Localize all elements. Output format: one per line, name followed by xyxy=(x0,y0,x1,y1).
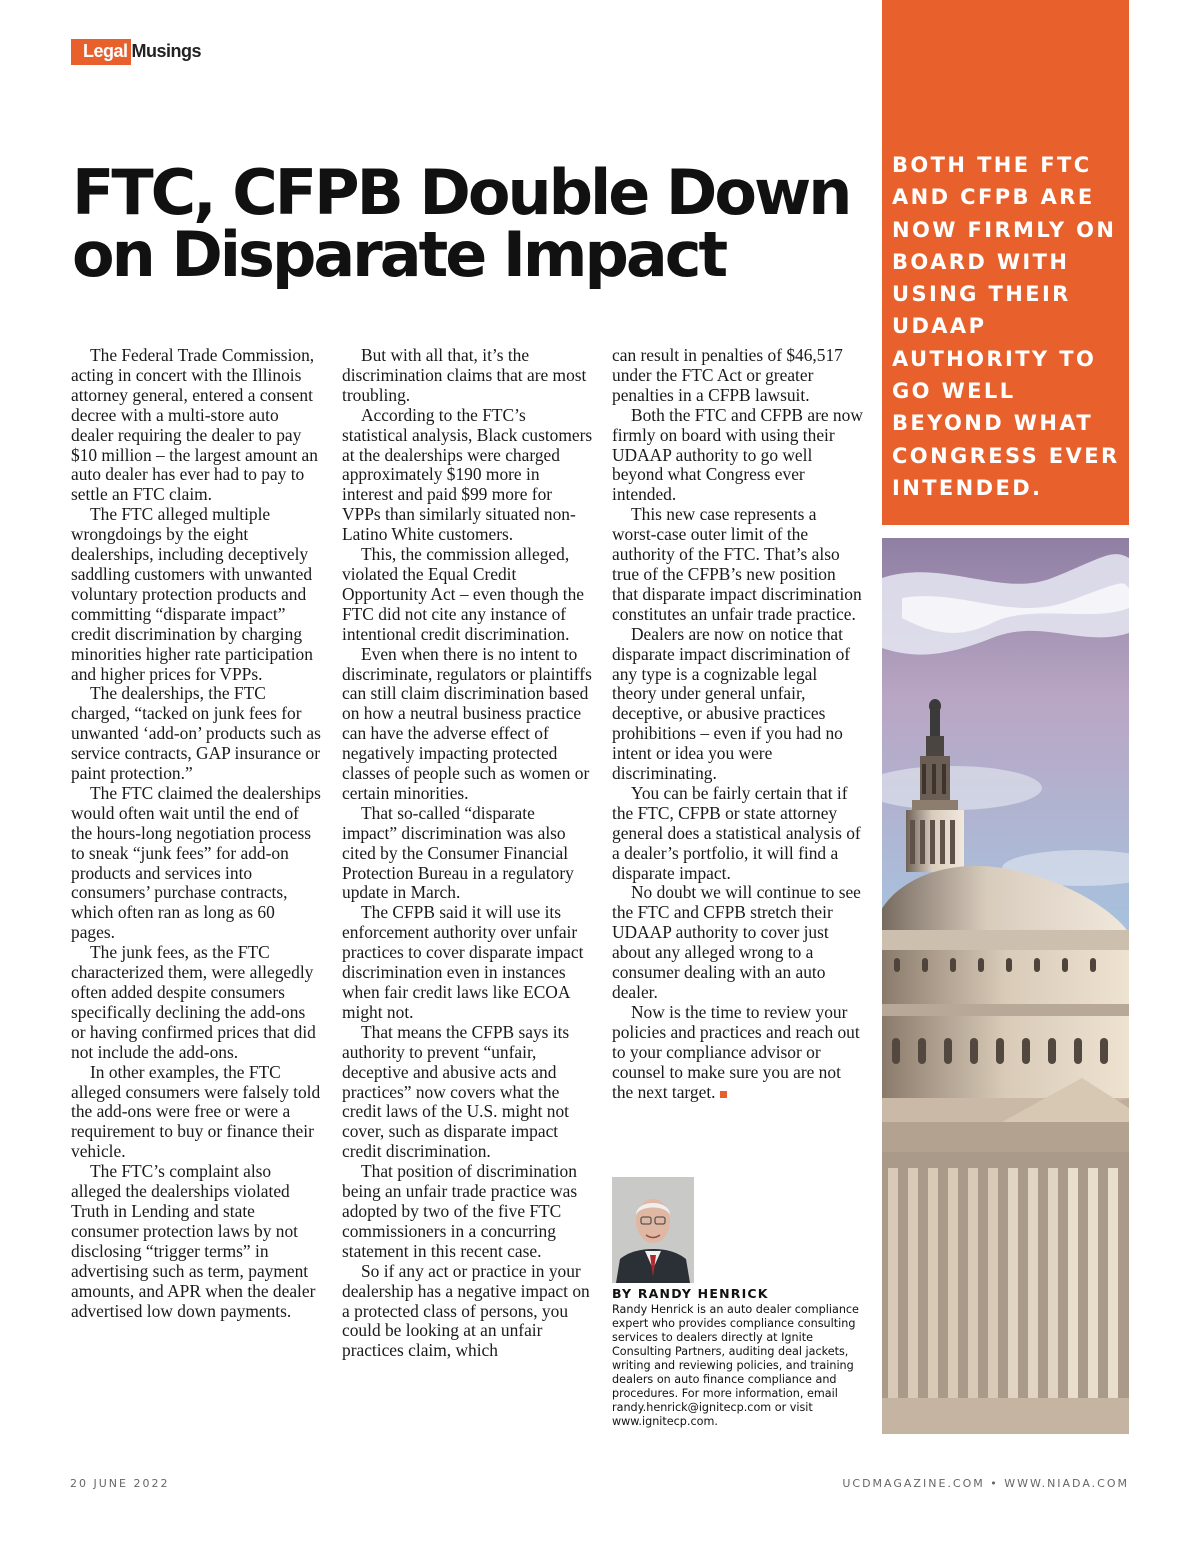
paragraph: That so-called “disparate impact” discrimination was also cited by the Consumer Financial Protection Bureau in a regulatory update in March. xyxy=(342,802,574,903)
paragraph: In other examples, the FTC alleged consumers were falsely told the add-ons were free or were a requirement to buy or finance their vehicle. xyxy=(71,1061,321,1162)
paragraph: The FTC’s complaint also alleged the dealerships violated Truth in Lending and state consumer protection laws by not disclosing “trigger terms” in advertising such as term, payment amounts, and APR when the dealer advertised low down payments. xyxy=(71,1161,316,1321)
author-photo xyxy=(612,1177,694,1283)
paragraph: Even when there is no intent to discriminate, regulators or plaintiffs can still claim discrimination based on how a neutral business practice can have the adverse effect of negatively impacting protected classes of people such as women or certain minorities. xyxy=(342,643,592,803)
paragraph: So if any act or practice in your dealership has a negative impact on a protected class of persons, you could be looking at an unfair practices claim, which xyxy=(342,1260,590,1361)
paragraph: The CFPB said it will use its enforcement authority over unfair practices to cover disparate impact discrimination even in instances when fair credit laws like ECOA might not. xyxy=(342,902,584,1022)
paragraph: The FTC claimed the dealerships would often wait until the end of the hours-long negotiation process to sneak “junk fees” for add-on products and services into consumers’ purchase contracts, which often ran as long as 60 pages. xyxy=(71,782,321,943)
paragraph: You can be fairly certain that if the FTC, CFPB or state attorney general does a statistical analysis of a dealer’s portfolio, it will find a disparate impact. xyxy=(612,782,861,883)
paragraph: The FTC alleged multiple wrongdoings by the eight dealerships, including deceptively saddling customers with unwanted voluntary protection products and committing “disparate impact” credit discrimination by charging minorities higher rate participation and higher prices for VPPs. xyxy=(71,504,313,684)
paragraph: No doubt we will continue to see the FTC and CFPB stretch their UDAAP authority to cover just about any alleged wrong to a consumer dealing with an auto dealer. xyxy=(612,882,861,1002)
paragraph-text: Now is the time to review your policies and practices and reach out to your compliance advisor or counsel to make sure you are not the next target. xyxy=(612,1001,860,1102)
paragraph: The Federal Trade Commission, acting in concert with the Illinois attorney general, entered a consent decree with a multi-store auto dealer requiring the dealer to pay $10 million – the largest amount an auto dealer has ever had to pay to settle an FTC claim. xyxy=(71,345,318,505)
paragraph: According to the FTC’s statistical analysis, Black customers at the dealerships were charged approximately $190 more in interest and paid $99 more for VPPs than similarly situated non-Latino White customers. xyxy=(342,404,593,545)
article-column-3 xyxy=(612,346,864,1102)
article-column-2 xyxy=(342,346,594,1361)
paragraph: Dealers are now on notice that disparate impact discrimination of any type is a cognizable legal theory under general unfair, deceptive, or abusive practices prohibitions – even if you had no intent or idea you were discriminating. xyxy=(612,623,851,784)
paragraph: That position of discrimination being an unfair trade practice was adopted by two of the five FTC commissioners in a concurring statement in this recent case. xyxy=(342,1161,578,1261)
paragraph: That means the CFPB says its authority to prevent “unfair, deceptive and abusive acts and practices” now covers what the credit laws of the U.S. might not cover, such as disparate impact credit discrimination. xyxy=(342,1021,570,1162)
paragraph: But with all that, it’s the discrimination claims that are most troubling. xyxy=(342,345,587,405)
paragraph: The junk fees, as the FTC characterized them, were allegedly often added despite consumers specifically declining the add-ons or having confirmed prices that did not include the add-ons. xyxy=(71,942,316,1062)
last-paragraph xyxy=(612,1003,864,1103)
page-number-date: 20 JUNE 2022 xyxy=(70,1477,170,1490)
capitol-dome-photo xyxy=(882,538,1129,1434)
footer-websites: UCDMAGAZINE.COM • WWW.NIADA.COM xyxy=(842,1477,1129,1490)
paragraph: The dealerships, the FTC charged, “tacked on junk fees for unwanted ‘add-on’ products such as service contracts, GAP insurance or paint protection.” xyxy=(71,683,321,784)
section-tag-rest: Musings xyxy=(131,41,202,61)
section-tag xyxy=(71,38,201,65)
author-byline: BY RANDY HENRICK xyxy=(612,1286,769,1301)
pull-quote-box xyxy=(882,0,1129,525)
paragraph: This, the commission alleged, violated the Equal Credit Opportunity Act – even though the FTC did not cite any instance of intentional credit discrimination. xyxy=(342,544,584,644)
article-column-1 xyxy=(71,346,323,1321)
paragraph: Both the FTC and CFPB are now firmly on board with using their UDAAP authority to go well beyond what Congress ever intended. xyxy=(612,404,863,505)
paragraph: This new case represents a worst-case outer limit of the authority of the FTC. That’s also true of the CFPB’s new position that disparate impact discrimination constitutes an unfair trade practice. xyxy=(612,504,862,624)
headline: FTC, CFPB Double Down on Disparate Impact xyxy=(72,156,850,291)
square-end-mark-icon xyxy=(720,1091,727,1098)
section-tag-highlight: Legal xyxy=(71,39,131,65)
pull-quote-text: BOTH THE FTC AND CFPB ARE NOW FIRMLY ON BOARD WITH USING THEIR UDAAP AUTHORITY TO GO WELL BEYOND WHAT CONGRESS EVER INTENDED. xyxy=(892,153,1120,500)
paragraph: can result in penalties of $46,517 under the FTC Act or greater penalties in a CFPB lawsuit. xyxy=(612,345,843,405)
author-bio: Randy Henrick is an auto dealer compliance expert who provides compliance consulting services to dealers directly at Ignite Consulting Partners, auditing deal jackets, writing and reviewing policies, and training dealers on auto finance compliance and procedures. For more information, email randy.henrick@ignitecp.com or visit www.ignitecp.com. xyxy=(612,1303,859,1428)
